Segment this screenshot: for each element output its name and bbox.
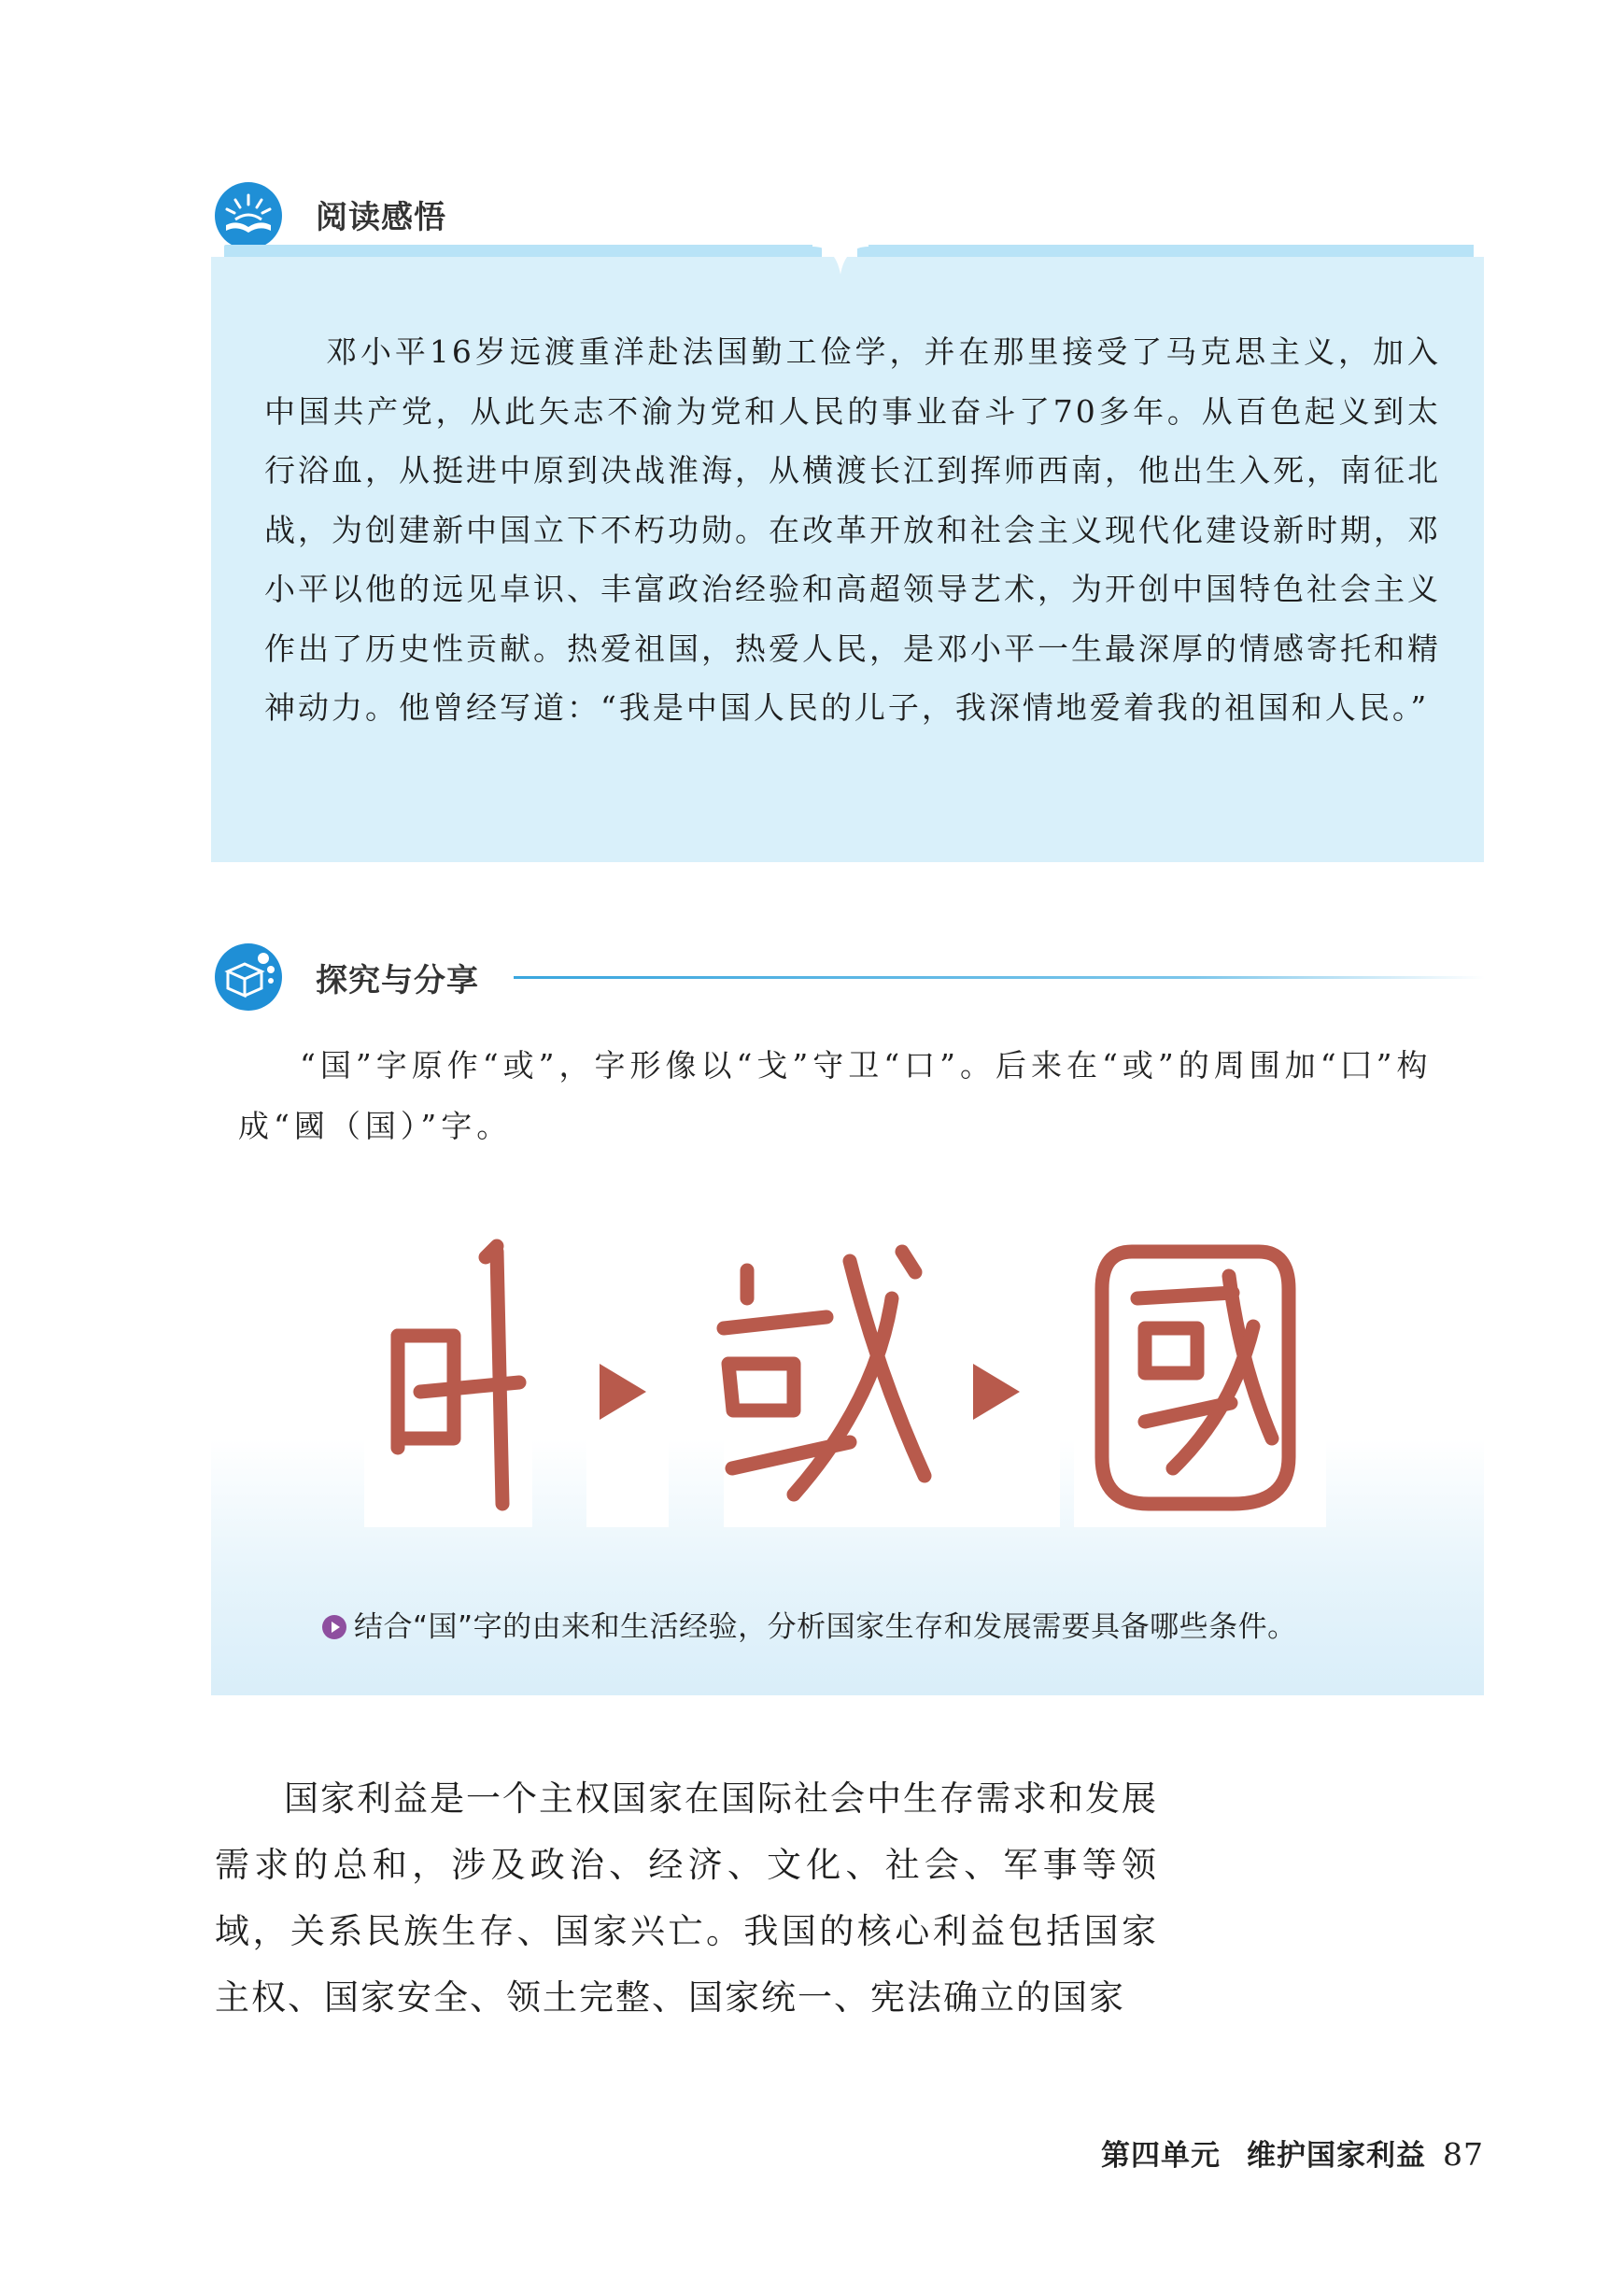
explore-section-title: 探究与分享 bbox=[316, 962, 479, 999]
arrow-right-icon bbox=[600, 1364, 646, 1420]
body-text bbox=[215, 1765, 1158, 2031]
explore-paragraph: “国”字原作“或”，字形像以“戈”守卫“口”。后来在“或”的周围加“囗”构成“國（国）”字。 bbox=[238, 1047, 1433, 1144]
play-bullet-icon bbox=[322, 1615, 346, 1639]
page-number: 87 bbox=[1443, 2136, 1484, 2173]
glyph-huo bbox=[724, 1252, 925, 1495]
explore-icon bbox=[215, 943, 282, 1011]
question-text: 结合“国”字的由来和生活经验，分析国家生存和发展需要具备哪些条件。 bbox=[354, 1610, 1297, 1644]
reading-text bbox=[264, 322, 1441, 738]
reading-section-title: 阅读感悟 bbox=[316, 199, 446, 236]
footer-unit: 第四单元 bbox=[1101, 2139, 1221, 2173]
reading-icon bbox=[215, 182, 282, 249]
glyph-ancient-huo bbox=[398, 1246, 519, 1504]
footer-chapter: 维护国家利益 bbox=[1247, 2139, 1426, 2173]
reading-paragraph: 邓小平16岁远渡重洋赴法国勤工俭学，并在那里接受了马克思主义，加入中国共产党，从此矢志不渝为党和人民的事业奋斗了70多年。从百色起义到太行浴血，从挺进中原到决战淮海，从横渡长江到挥师西南，他出生入死，南征北战，为创建新中国立下不朽功勋。在改革开放和社会主义现代化建设新时期，邓小平以他的远见卓识、丰富政治经验和高超领导艺术，为开创中国特色社会主义作出了历史性贡献。热爱祖国，热爱人民，是邓小平一生最深厚的情感寄托和精神动力。他曾经写道：“我是中国人民的儿子，我深情地爱着我的祖国和人民。” bbox=[264, 333, 1441, 726]
explore-question bbox=[322, 1607, 1480, 1648]
glyph-guo-traditional bbox=[1102, 1252, 1289, 1504]
arrow-right-icon bbox=[973, 1364, 1020, 1420]
explore-divider bbox=[514, 976, 1485, 979]
body-paragraph: 国家利益是一个主权国家在国际社会中生存需求和发展需求的总和，涉及政治、经济、文化、社会、军事等领域，关系民族生存、国家兴亡。我国的核心利益包括国家主权、国家安全、领土完整、国家统一、宪法确立的国家 bbox=[215, 1778, 1158, 2018]
page-footer bbox=[1101, 2132, 1484, 2174]
explore-text bbox=[238, 1035, 1452, 1156]
reading-box-notch bbox=[812, 241, 868, 278]
glyph-evolution-diagram bbox=[355, 1224, 1345, 1523]
